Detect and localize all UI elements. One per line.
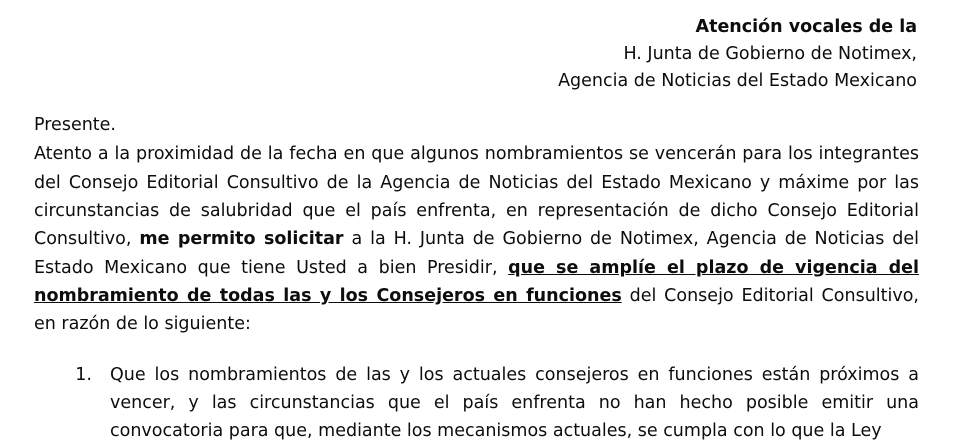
list-item-text: Que los nombramientos de las y los actuales consejeros en funciones están próximos a vencer, y las circunstancias que el país enfrenta no han hecho posible emitir una convocatoria para que, mediante los mecanismos actuales, se cumpla con lo que la Ley: [110, 364, 919, 442]
numbered-list: [34, 339, 919, 446]
addressee-line-2: H. Junta de Gobierno de Notimex,: [623, 44, 917, 65]
paragraph-part-3: del Consejo Editorial Consultivo, en razón de lo siguiente:: [34, 286, 919, 335]
addressee-line-3: Agencia de Noticias del Estado Mexicano: [558, 71, 917, 92]
list-item-number: 1.: [75, 364, 92, 385]
paragraph-request: [34, 140, 919, 338]
paragraph-part-1: Atento a la proximidad de la fecha en que algunos nombramientos se vencerán para los integrantes del Consejo Editorial Consultivo de la Agencia de Noticias del Estado Mexicano y máxime por las circunstancias de salubridad que el país enfrenta, en representación de dicho Consejo Editorial Consultivo,: [34, 144, 919, 250]
salutation: Presente.: [34, 115, 116, 136]
addressee-block: [0, 0, 965, 95]
paragraph-bold-underline: que se amplíe el plazo de vigencia del nombramiento de todas las y los Consejeros en funciones: [34, 257, 919, 307]
addressee-line-1: Atención vocales de la: [695, 17, 917, 37]
list-item: [70, 361, 919, 446]
paragraph-part-2: a la H. Junta de Gobierno de Notimex, Agencia de Noticias del Estado Mexicano que tiene Usted a bien Presidir,: [34, 229, 919, 278]
document-body: [0, 95, 965, 445]
paragraph-bold-request: me permito solicitar: [139, 229, 344, 250]
